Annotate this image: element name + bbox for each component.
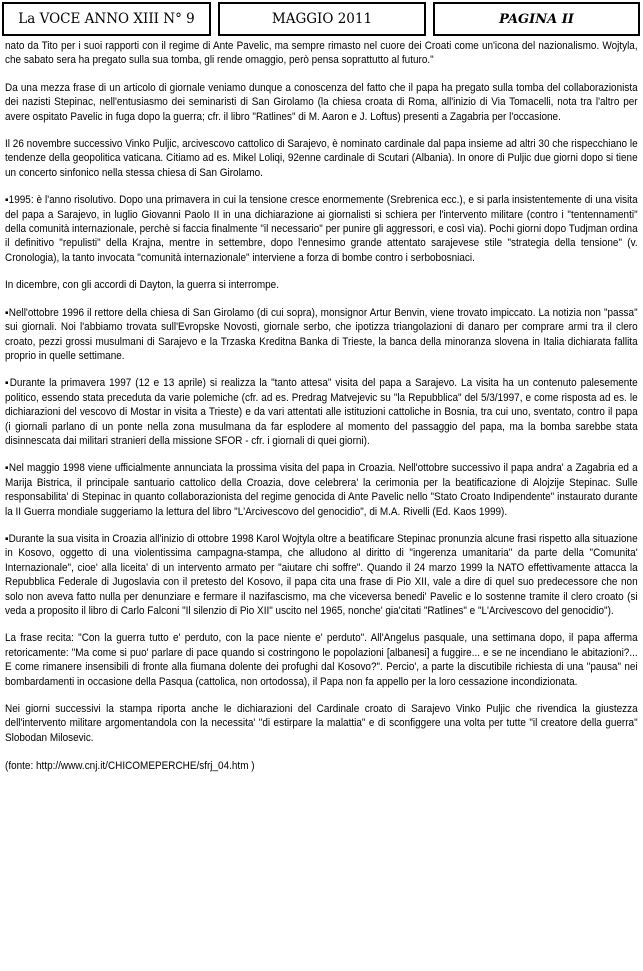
paragraph: ▪1995: è l'anno risolutivo. Dopo una primavera in cui la tensione cresce enormemente (Srebrenica ecc.), e si parla insistentemente di una visita del papa a Sarajevo, in luglio Giovanni Paolo II in una dichiarazione ai giornalisti si schiera per l'intervento militare (contro i "tentennamenti" della comunità internazionale, perchè si faccia finalmente "il necessario" per punire gli aggressori, e così via). Pochi giorni dopo Tudjman ordina il definitivo "repulisti" della Krajna, mentre in settembre, dopo l'ennesimo grande attentato sarajevese stile "strategia della tensione" (v. Cronologia), la tanto invocata "comunità internazionale" interviene a forza di bombe contro i serbobosniaci.: [5, 194, 638, 264]
article-body: [5, 39, 638, 787]
publication-title: La VOCE ANNO XIII N° 9: [18, 11, 195, 27]
source-citation: (fonte: http://www.cnj.it/CHICOMEPERCHE/sfrj_04.htm ): [5, 760, 255, 773]
paragraph: Nei giorni successivi la stampa riporta anche le dichiarazioni del Cardinale croato di Sarajevo Vinko Puljic che rivendica la giustezza dell'intervento militare argomentandola con la necessita' "di estirpare la malattia" e di sconfiggere una volta per tutte "il creatore della guerra" Slobodan Milosevic.: [5, 703, 638, 744]
page-box: [433, 2, 640, 36]
page-number: PAGINA II: [499, 11, 574, 27]
paragraph: ▪Nel maggio 1998 viene ufficialmente annunciata la prossima visita del papa in Croazia. Nell'ottobre successivo il papa andra' a Zagabria ed a Marija Bistrica, il principale santuario cattolico della Croazia, dove celebrera' la cerimonia per la beatificazione di Alojzije Stepinac. Sulle responsabilita' di Stepinac in quanto collaborazionista del regime genocida di Ante Pavelic nello "Stato Croato Indipendente" instaurato durante la II Guerra mondiale suggeriamo la lettura del libro "L'Arcivescovo del genocidio", di M.A. Rivelli (Ed. Kaos 1999).: [5, 462, 638, 518]
publication-box: [2, 2, 211, 36]
paragraph: Da una mezza frase di un articolo di giornale veniamo dunque a conoscenza del fatto che il papa ha pregato sulla tomba del collaborazionista dei nazisti Stepinac, nell'entusiasmo dei seminaristi di San Girolamo (la chiesa croata di Roma, all'inizio di Via Tomacelli, nota tra l'altro per avere ospitato Pavelic in fuga dopo la guerra; cfr. il libro "Ratlines" di M. Aaron e J. Loftus) presenti a Zagabria per l'occasione.: [5, 81, 638, 123]
paragraph: ▪Nell'ottobre 1996 il rettore della chiesa di San Girolamo (di cui sopra), monsignor Artur Benvin, viene trovato impiccato. La notizia non "passa" sui giornali. Noi l'abbiamo trovata sull'Evropske Novosti, giornale serbo, che ipotizza triangolazioni di danaro per comprare armi tra il clero croato, pezzi grossi musulmani di Sarajevo e la Trzaska Kreditna Banka di Trieste, la banca della minoranza slovena in Italia dichiarata fallita proprio in quelle settimane.: [5, 306, 638, 362]
paragraph: nato da Tito per i suoi rapporti con il regime di Ante Pavelic, ma sempre rimasto nel cuore dei Croati come un'icona del nazionalismo. Wojtyla, che sabato sera ha pregato sulla sua tomba, gli rende omaggio, però pensa soprattutto al futuro.": [5, 40, 638, 67]
paragraph: ▪Durante la primavera 1997 (12 e 13 aprile) si realizza la "tanto attesa" visita del papa a Sarajevo. La visita ha un contenuto palesemente politico, essendo stata preceduta da varie polemiche (cfr. ad es. Predrag Matvejevic su "la Repubblica" del 5/3/1997, e come risposta ad es. le dichiarazioni del vescovo di Mostar in visita a Trieste) e da vari attentati alle istituzioni cattoliche in Bosnia, tra cui uno, sventato, contro il papa (i giornali parlano di un ponte nella zona musulmana da far esplodere al momento del passaggio del papa, ma la bomba sarebbe stata disinnescata dai militari stranieri della missione SFOR - cfr. i giornali di quei giorni).: [5, 377, 638, 447]
paragraph: ▪Durante la sua visita in Croazia all'inizio di ottobre 1998 Karol Wojtyla oltre a beatificare Stepinac pronunzia alcune frasi rispetto alla situazione in Kosovo, oggetto di una violentissima campagna-stampa, che alludono al diritto di "ingerenza umanitaria" da parte della "Comunita' Internazionale", cioe' alla liceita' di un intervento armato per "aiutare chi soffre". Quando il 24 marzo 1999 la NATO effettivamente attacca la Repubblica Federale di Jugoslavia con il pretesto del Kosovo, il papa cita una frase di Pio XII, vale a dire di quel suo predecessore che non solo non aveva fatto nulla per denunziare e fermare il nazifascismo, ma che viceversa benedi' Pavelic e lo sostenne tramite il clero croato (si veda a proposito il libro di Carlo Falconi "Il silenzio di Pio XII" uscito nel 1965, nonche' gia'citati "Ratlines" e "L'Arcivescovo del genocidio").: [5, 532, 638, 617]
paragraph: Il 26 novembre successivo Vinko Puljic, arcivescovo cattolico di Sarajevo, è nominato cardinale dal papa insieme ad altri 30 che rispecchiano le tendenze della geopolitica vaticana. Citiamo ad es. Mikel Loliqi, 92enne cardinale di Scutari (Albania). In onore di Puljic due giorni dopo si tiene un concerto sinfonico nella stessa chiesa di San Girolamo.: [5, 138, 638, 179]
issue-date: MAGGIO 2011: [271, 11, 373, 27]
paragraph: La frase recita: "Con la guerra tutto e' perduto, con la pace niente e' perduto". All'Angelus pasquale, una settimana dopo, il papa afferma retoricamente: "Ma come si puo' parlare di pace quando si costringono le popolazioni [albanesi] a fuggire... e se ne incendiano le abitazioni?... E come rimanere insensibili di fronte alla fiumana dolente dei profughi dal Kosovo?". Percio', a parte la discutibile richiesta di una "pausa" nei bombardamenti in occasione della Pasqua (cattolica, non ortodossa), il Papa non fa appello per la loro cessazione incondizionata.: [5, 632, 638, 688]
date-box: [218, 2, 426, 36]
paragraph: In dicembre, con gli accordi di Dayton, la guerra si interrompe.: [5, 279, 279, 292]
